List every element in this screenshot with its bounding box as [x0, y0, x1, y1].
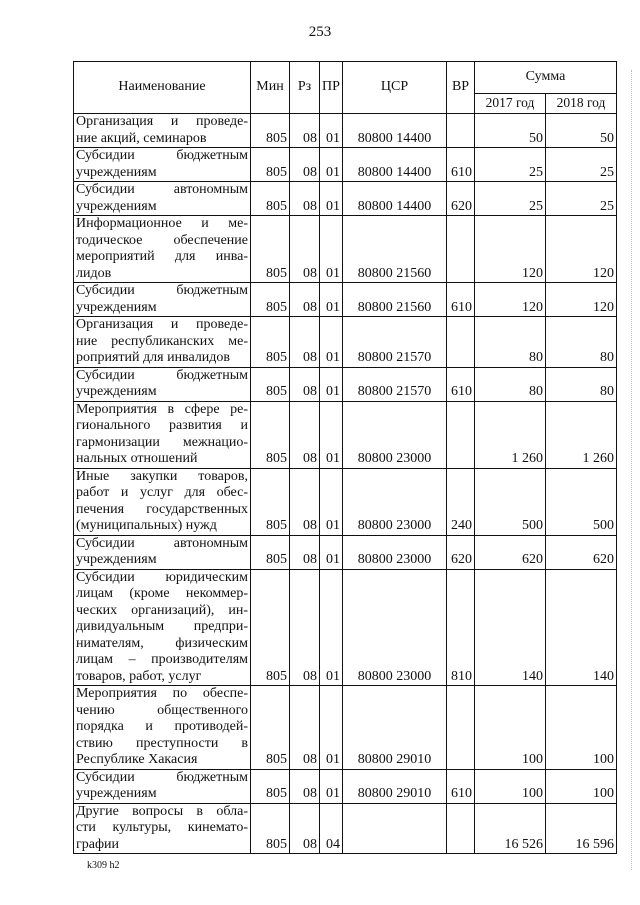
row-min: 805: [251, 401, 290, 468]
row-pr: 01: [320, 216, 343, 283]
row-name-line: учреждениям: [76, 299, 157, 315]
row-vr: 610: [447, 769, 475, 803]
row-name: [74, 535, 251, 569]
row-vr: 610: [447, 283, 475, 317]
row-name-line: учреждениям: [76, 164, 157, 180]
row-name-line: мероприятий для инва-: [76, 249, 248, 264]
table-row: [74, 468, 617, 535]
row-csr: 80800 14400: [343, 182, 447, 216]
header-sum: Сумма: [475, 62, 617, 94]
row-sum-2017: 620: [475, 535, 546, 569]
row-vr: [447, 401, 475, 468]
row-pr: 01: [320, 769, 343, 803]
row-sum-2018: 120: [546, 283, 617, 317]
row-min: 805: [251, 686, 290, 770]
budget-table: [73, 61, 617, 854]
header-year-2017: 2017 год: [475, 94, 546, 114]
row-name-line: сти культуры, кинемато-: [76, 820, 248, 835]
row-name-line: ние акций, семинаров: [76, 130, 207, 146]
header-min: Мин: [251, 62, 290, 114]
row-name-line: работ и услуг для обес-: [76, 485, 248, 500]
row-sum-2018: 50: [546, 114, 617, 148]
row-pr: 01: [320, 686, 343, 770]
row-name-line: дивидуальным предпри-: [76, 619, 248, 634]
row-csr: 80800 14400: [343, 148, 447, 182]
header-row: [74, 62, 617, 94]
row-pr: 01: [320, 468, 343, 535]
row-rz: 08: [290, 803, 320, 854]
row-name-line: чению общественного: [76, 702, 248, 718]
row-csr: 80800 23000: [343, 569, 447, 686]
row-sum-2018: 80: [546, 367, 617, 401]
row-name-line: товаров, работ, услуг: [76, 668, 202, 684]
row-rz: 08: [290, 569, 320, 686]
row-csr: 80800 23000: [343, 535, 447, 569]
row-rz: 08: [290, 283, 320, 317]
row-rz: 08: [290, 182, 320, 216]
row-sum-2018: 100: [546, 686, 617, 770]
row-name-line: нимателям, физическим: [76, 635, 248, 651]
row-name: [74, 317, 251, 368]
row-pr: 01: [320, 148, 343, 182]
header-name: Наименование: [74, 62, 251, 114]
row-name-line: графии: [76, 836, 120, 852]
row-name-line: Организация и проведе-: [76, 114, 248, 129]
row-rz: 08: [290, 367, 320, 401]
row-sum-2018: 140: [546, 569, 617, 686]
row-csr: 80800 21570: [343, 317, 447, 368]
row-csr: 80800 21570: [343, 367, 447, 401]
row-name-line: Субсидии автономным: [76, 182, 248, 197]
row-rz: 08: [290, 148, 320, 182]
row-name-line: (муниципальных) нужд: [76, 518, 217, 533]
row-name-line: Субсидии автономным: [76, 535, 248, 551]
row-min: 805: [251, 317, 290, 368]
footer-code: k309 h2: [87, 860, 120, 871]
row-pr: 01: [320, 367, 343, 401]
row-sum-2017: 80: [475, 317, 546, 368]
row-sum-2017: 120: [475, 216, 546, 283]
row-min: 805: [251, 148, 290, 182]
row-rz: 08: [290, 114, 320, 148]
table-row: [74, 283, 617, 317]
row-name: [74, 216, 251, 283]
margin-line: [631, 70, 633, 870]
table-row: [74, 182, 617, 216]
row-min: 805: [251, 535, 290, 569]
row-name-line: Другие вопросы в обла-: [76, 803, 248, 819]
header-pr: ПР: [320, 62, 343, 114]
table-row: [74, 535, 617, 569]
row-sum-2018: 500: [546, 468, 617, 535]
row-rz: 08: [290, 535, 320, 569]
table-row: [74, 367, 617, 401]
row-sum-2018: 25: [546, 148, 617, 182]
row-sum-2018: 25: [546, 182, 617, 216]
row-rz: 08: [290, 686, 320, 770]
row-vr: 240: [447, 468, 475, 535]
row-rz: 08: [290, 317, 320, 368]
row-sum-2017: 120: [475, 283, 546, 317]
row-vr: 610: [447, 367, 475, 401]
row-name: [74, 182, 251, 216]
row-min: 805: [251, 114, 290, 148]
row-vr: [447, 803, 475, 854]
row-name: [74, 569, 251, 686]
row-name-line: ние республиканских ме-: [76, 333, 248, 349]
row-sum-2018: 1 260: [546, 401, 617, 468]
row-name: [74, 148, 251, 182]
row-pr: 01: [320, 283, 343, 317]
row-rz: 08: [290, 769, 320, 803]
header-csr: ЦСР: [343, 62, 447, 114]
row-vr: [447, 216, 475, 283]
row-sum-2018: 80: [546, 317, 617, 368]
row-name-line: Мероприятия в сфере ре-: [76, 401, 248, 417]
row-sum-2018: 120: [546, 216, 617, 283]
table-row: [74, 114, 617, 148]
row-name-line: гармонизации межнацио-: [76, 434, 248, 450]
table-row: [74, 148, 617, 182]
row-pr: 01: [320, 401, 343, 468]
row-name-line: роприятий для инвалидов: [76, 350, 231, 365]
row-pr: 01: [320, 317, 343, 368]
row-sum-2017: 80: [475, 367, 546, 401]
header-year-2018: 2018 год: [546, 94, 617, 114]
row-name: [74, 283, 251, 317]
row-name-line: Мероприятия по обеспе-: [76, 686, 248, 701]
row-name: [74, 468, 251, 535]
row-vr: [447, 317, 475, 368]
row-sum-2017: 50: [475, 114, 546, 148]
table-body: [74, 114, 617, 854]
row-name: [74, 367, 251, 401]
row-csr: 80800 29010: [343, 769, 447, 803]
row-name-line: Республике Хакасия: [76, 752, 198, 767]
row-name-line: Иные закупки товаров,: [76, 468, 248, 484]
row-min: 805: [251, 283, 290, 317]
row-name-line: лицам – производителям: [76, 652, 248, 667]
row-sum-2017: 1 260: [475, 401, 546, 468]
row-pr: 01: [320, 182, 343, 216]
row-name-line: учреждениям: [76, 384, 157, 399]
row-name-line: ческих организаций), ин-: [76, 602, 248, 618]
row-min: 805: [251, 182, 290, 216]
row-vr: [447, 686, 475, 770]
row-csr: 80800 21560: [343, 216, 447, 283]
row-name-line: порядка и противодей-: [76, 719, 248, 734]
row-sum-2017: 140: [475, 569, 546, 686]
row-sum-2018: 100: [546, 769, 617, 803]
row-name-line: Субсидии бюджетным: [76, 148, 248, 163]
row-pr: 04: [320, 803, 343, 854]
row-pr: 01: [320, 535, 343, 569]
row-csr: 80800 23000: [343, 468, 447, 535]
row-name-line: лидов: [76, 265, 112, 281]
row-sum-2017: 25: [475, 148, 546, 182]
row-pr: 01: [320, 569, 343, 686]
row-name-line: Информационное и ме-: [76, 216, 248, 231]
table-row: [74, 401, 617, 468]
row-vr: 610: [447, 148, 475, 182]
header-rz: Рз: [290, 62, 320, 114]
page-number: 253: [308, 24, 332, 40]
row-csr: [343, 803, 447, 854]
row-name-line: учреждениям: [76, 198, 157, 214]
table-row: [74, 216, 617, 283]
row-name-line: Субсидии бюджетным: [76, 283, 248, 298]
row-rz: 08: [290, 401, 320, 468]
row-name-line: Организация и проведе-: [76, 317, 248, 332]
row-sum-2017: 16 526: [475, 803, 546, 854]
row-vr: 620: [447, 182, 475, 216]
row-name: [74, 401, 251, 468]
row-name-line: гионального развития и: [76, 418, 248, 433]
row-name: [74, 114, 251, 148]
row-name: [74, 686, 251, 770]
row-name: [74, 769, 251, 803]
row-csr: 80800 14400: [343, 114, 447, 148]
row-min: 805: [251, 569, 290, 686]
table-row: [74, 686, 617, 770]
row-sum-2017: 100: [475, 686, 546, 770]
row-name-line: учреждениям: [76, 552, 157, 567]
row-name-line: Субсидии юридическим: [76, 569, 248, 585]
row-rz: 08: [290, 468, 320, 535]
row-name-line: Субсидии бюджетным: [76, 367, 248, 383]
row-name-line: ствию преступности в: [76, 735, 248, 751]
row-vr: [447, 114, 475, 148]
row-min: 805: [251, 803, 290, 854]
row-name-line: Субсидии бюджетным: [76, 769, 248, 785]
row-rz: 08: [290, 216, 320, 283]
row-name-line: учреждениям: [76, 786, 157, 801]
row-min: 805: [251, 216, 290, 283]
row-csr: 80800 29010: [343, 686, 447, 770]
row-sum-2018: 16 596: [546, 803, 617, 854]
row-name-line: тодическое обеспечение: [76, 232, 248, 248]
row-sum-2017: 500: [475, 468, 546, 535]
row-pr: 01: [320, 114, 343, 148]
row-sum-2017: 25: [475, 182, 546, 216]
row-csr: 80800 23000: [343, 401, 447, 468]
table-row: [74, 769, 617, 803]
table-row: [74, 317, 617, 368]
row-csr: 80800 21560: [343, 283, 447, 317]
row-min: 805: [251, 367, 290, 401]
table-row: [74, 569, 617, 686]
row-min: 805: [251, 468, 290, 535]
row-name-line: печения государственных: [76, 501, 248, 517]
row-sum-2017: 100: [475, 769, 546, 803]
row-name-line: лицам (кроме некоммер-: [76, 586, 248, 601]
row-min: 805: [251, 769, 290, 803]
header-vr: ВР: [447, 62, 475, 114]
row-sum-2018: 620: [546, 535, 617, 569]
row-name: [74, 803, 251, 854]
table-row: [74, 803, 617, 854]
row-vr: 620: [447, 535, 475, 569]
row-vr: 810: [447, 569, 475, 686]
row-name-line: нальных отношений: [76, 451, 198, 466]
